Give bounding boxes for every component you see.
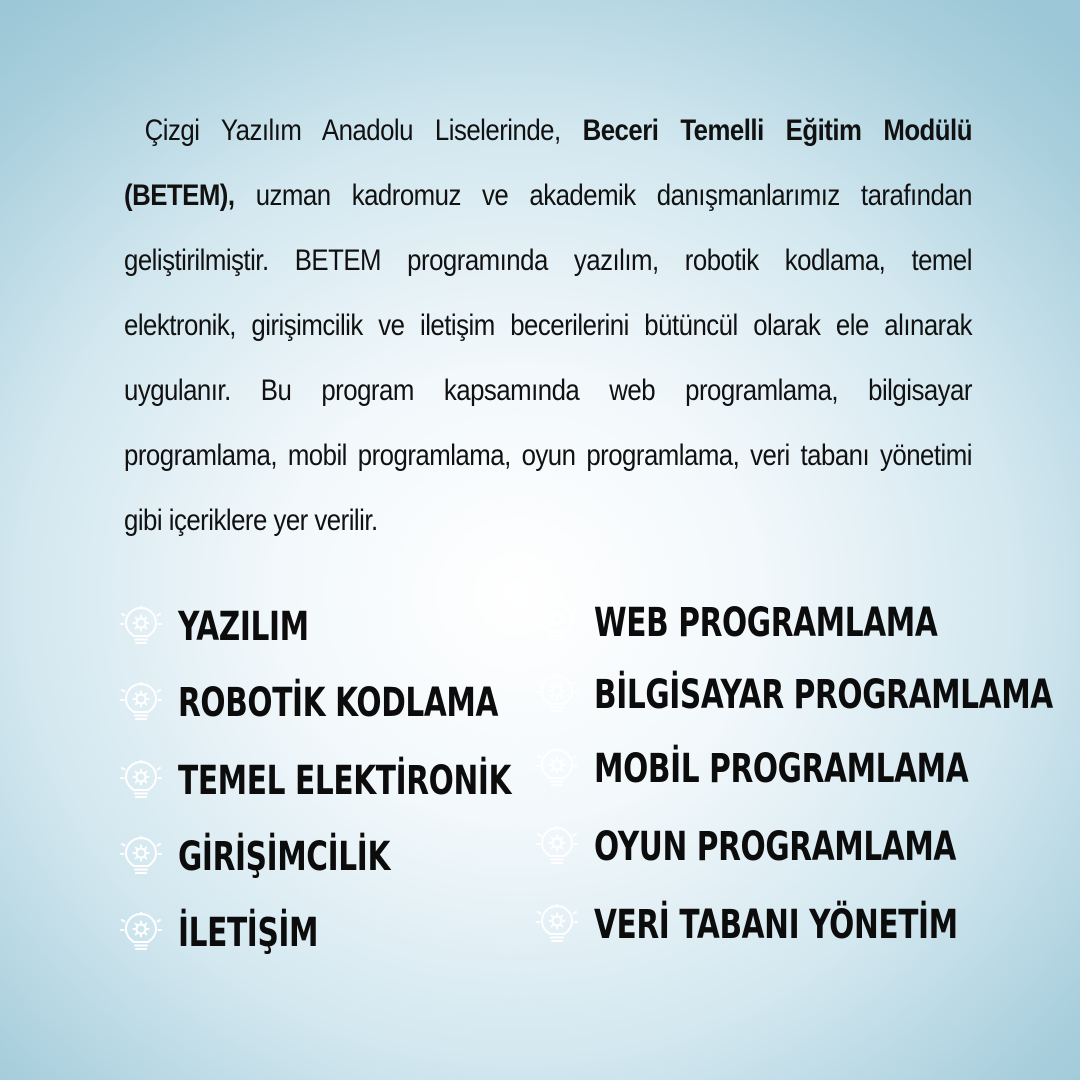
lightbulb-gear-icon xyxy=(120,760,162,802)
list-item xyxy=(536,736,1080,802)
intro-bold: Beceri Temelli Eğitim Modülü (BETEM), xyxy=(124,114,972,212)
lightbulb-gear-icon xyxy=(536,748,578,790)
list-item xyxy=(120,594,355,660)
topic-label: OYUN PROGRAMLAMA xyxy=(594,824,956,870)
topic-label: WEB PROGRAMLAMA xyxy=(594,600,938,646)
list-item xyxy=(536,892,1080,958)
intro-paragraph xyxy=(124,98,972,553)
intro-rest: uzman kadromuz ve akademik danışmanlarımız tarafından geliştirilmiştir. BETEM programında yazılım, robotik kodlama, temel elektronik, girişimcilik ve iletişim becerilerini bütüncül olarak ele alınarak uygulanır. Bu program kapsamında web programlama, bilgisayar programlama, mobil programlama, oyun programlama, veri tabanı yönetimi gibi içeriklere yer verilir. xyxy=(124,179,972,537)
list-item xyxy=(536,814,1080,880)
topic-label: YAZILIM xyxy=(178,604,309,650)
list-item xyxy=(120,824,465,890)
lightbulb-gear-icon xyxy=(120,836,162,878)
list-item xyxy=(536,590,1058,656)
lightbulb-gear-icon xyxy=(536,826,578,868)
lightbulb-gear-icon xyxy=(120,912,162,954)
list-item xyxy=(120,900,367,966)
intro-lead: Çizgi Yazılım Anadolu Liselerinde, xyxy=(144,114,561,147)
lightbulb-gear-icon xyxy=(536,674,578,716)
topic-label: BİLGİSAYAR PROGRAMLAMA xyxy=(594,672,1053,718)
lightbulb-gear-icon xyxy=(120,682,162,724)
list-item xyxy=(536,662,1080,728)
topic-label: GİRİŞİMCİLİK xyxy=(178,834,391,880)
topic-label: ROBOTİK KODLAMA xyxy=(178,680,499,726)
lightbulb-gear-icon xyxy=(536,904,578,946)
topic-label: İLETİŞİM xyxy=(178,910,319,956)
lightbulb-gear-icon xyxy=(536,602,578,644)
topic-label: MOBİL PROGRAMLAMA xyxy=(594,746,969,792)
topic-label: TEMEL ELEKTİRONİK xyxy=(178,758,512,804)
lightbulb-gear-icon xyxy=(120,606,162,648)
topic-label: VERİ TABANI YÖNETİM xyxy=(594,902,958,948)
